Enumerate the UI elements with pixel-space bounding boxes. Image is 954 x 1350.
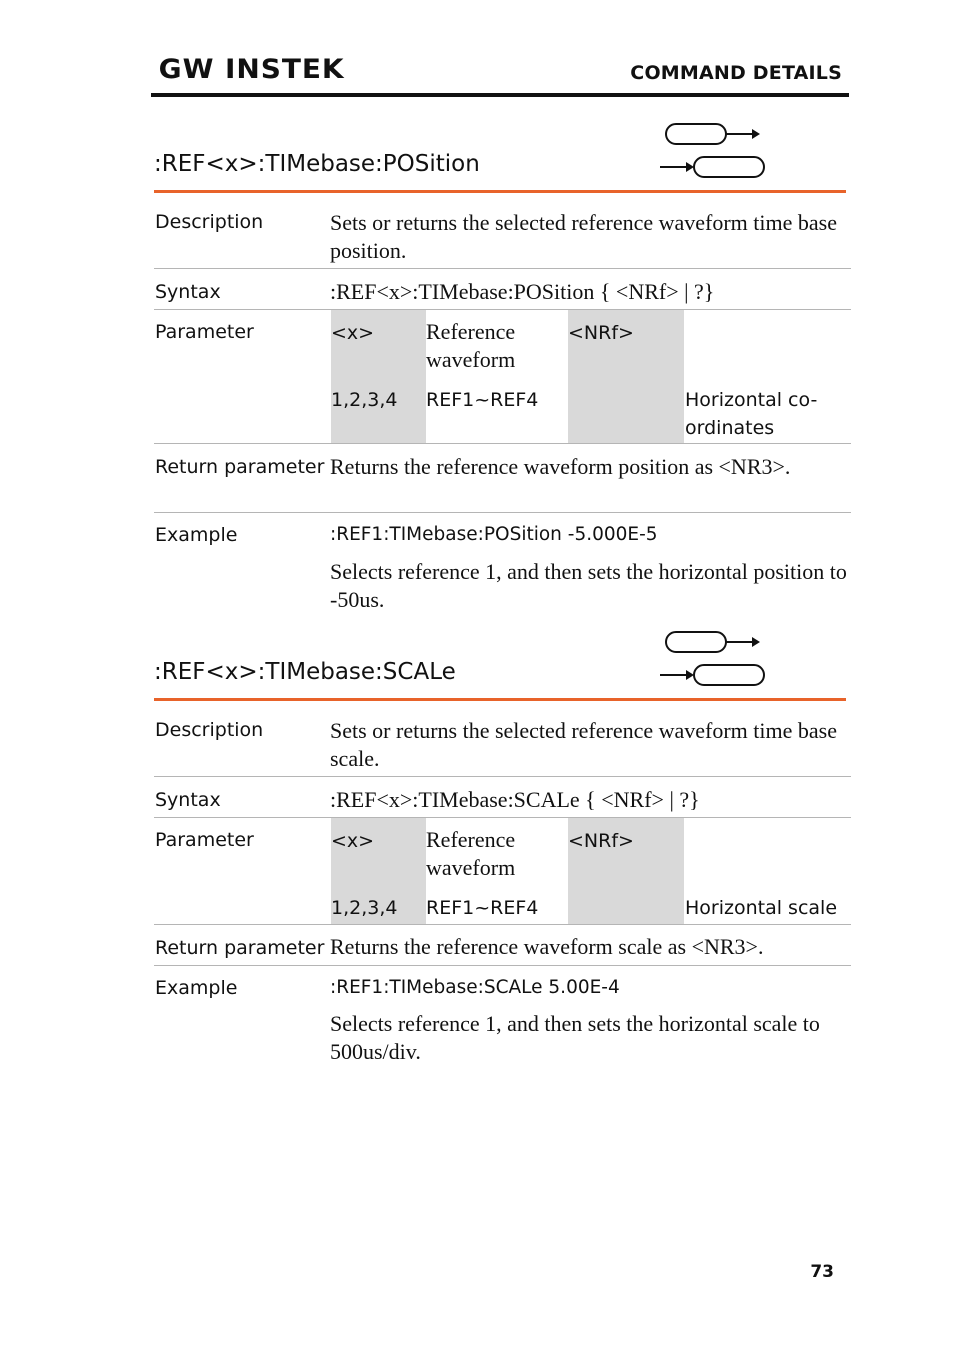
set-query-icon (660, 122, 770, 182)
example-label: Example (155, 524, 238, 546)
syntax-label: Syntax (155, 281, 221, 303)
row-divider (154, 817, 851, 818)
return-label: Return parameter (155, 937, 325, 959)
return-text: Returns the reference waveform scale as <NR3>. (330, 934, 764, 959)
description-text: Sets or returns the selected reference waveform time base position. (330, 210, 837, 263)
example-description: Selects reference 1, and then sets the horizontal position to -50us. (330, 559, 847, 612)
title-underline (154, 190, 846, 193)
param-range-desc: Horizontal co-ordinates (685, 389, 818, 439)
command-title: :REF<x>:TIMebase:SCALe (154, 659, 456, 685)
title-underline (154, 698, 846, 701)
example-description: Selects reference 1, and then sets the horizontal scale to 500us/div. (330, 1011, 820, 1064)
row-divider (154, 512, 851, 513)
query-arrow-icon (660, 157, 764, 177)
row-divider (154, 924, 851, 925)
row-divider (154, 309, 851, 310)
example-command: :REF1:TIMebase:POSition -5.000E-5 (330, 524, 658, 545)
page-number: 73 (810, 1262, 834, 1282)
param-desc: Reference waveform (426, 827, 516, 880)
param-name: <NRf> (568, 830, 634, 852)
param-name: <x> (331, 322, 375, 344)
example-command: :REF1:TIMebase:SCALe 5.00E-4 (330, 977, 620, 998)
param-range-desc: Horizontal scale (685, 897, 838, 919)
query-arrow-icon (660, 665, 764, 685)
example-label: Example (155, 977, 238, 999)
return-label: Return parameter (155, 456, 325, 478)
row-divider (154, 965, 851, 966)
param-name: <NRf> (568, 322, 634, 344)
param-range-desc: REF1~REF4 (426, 897, 539, 919)
param-desc: Reference waveform (426, 319, 516, 372)
param-name: <x> (331, 830, 375, 852)
syntax-label: Syntax (155, 789, 221, 811)
parameter-label: Parameter (155, 321, 254, 343)
return-text: Returns the reference waveform position as <NR3>. (330, 454, 791, 479)
section-title: COMMAND DETAILS (630, 62, 842, 84)
param-range-desc: REF1~REF4 (426, 389, 539, 411)
description-label: Description (155, 719, 264, 741)
gw-instek-logo (153, 54, 345, 85)
header-rule (151, 93, 849, 97)
parameter-label: Parameter (155, 829, 254, 851)
param-range: 1,2,3,4 (331, 897, 398, 919)
row-divider (154, 776, 851, 777)
description-label: Description (155, 211, 264, 233)
syntax-text: :REF<x>:TIMebase:SCALe { <NRf> | ?} (330, 787, 700, 812)
row-divider (154, 268, 851, 269)
set-arrow-icon (666, 632, 760, 652)
row-divider (154, 443, 851, 444)
param-range: 1,2,3,4 (331, 389, 398, 411)
set-query-icon (660, 630, 770, 690)
svg-text:GW INSTEK: GW INSTEK (158, 54, 345, 85)
set-arrow-icon (666, 124, 760, 144)
description-text: Sets or returns the selected reference waveform time base scale. (330, 718, 837, 771)
command-title: :REF<x>:TIMebase:POSition (154, 151, 480, 177)
syntax-text: :REF<x>:TIMebase:POSition { <NRf> | ?} (330, 279, 715, 304)
